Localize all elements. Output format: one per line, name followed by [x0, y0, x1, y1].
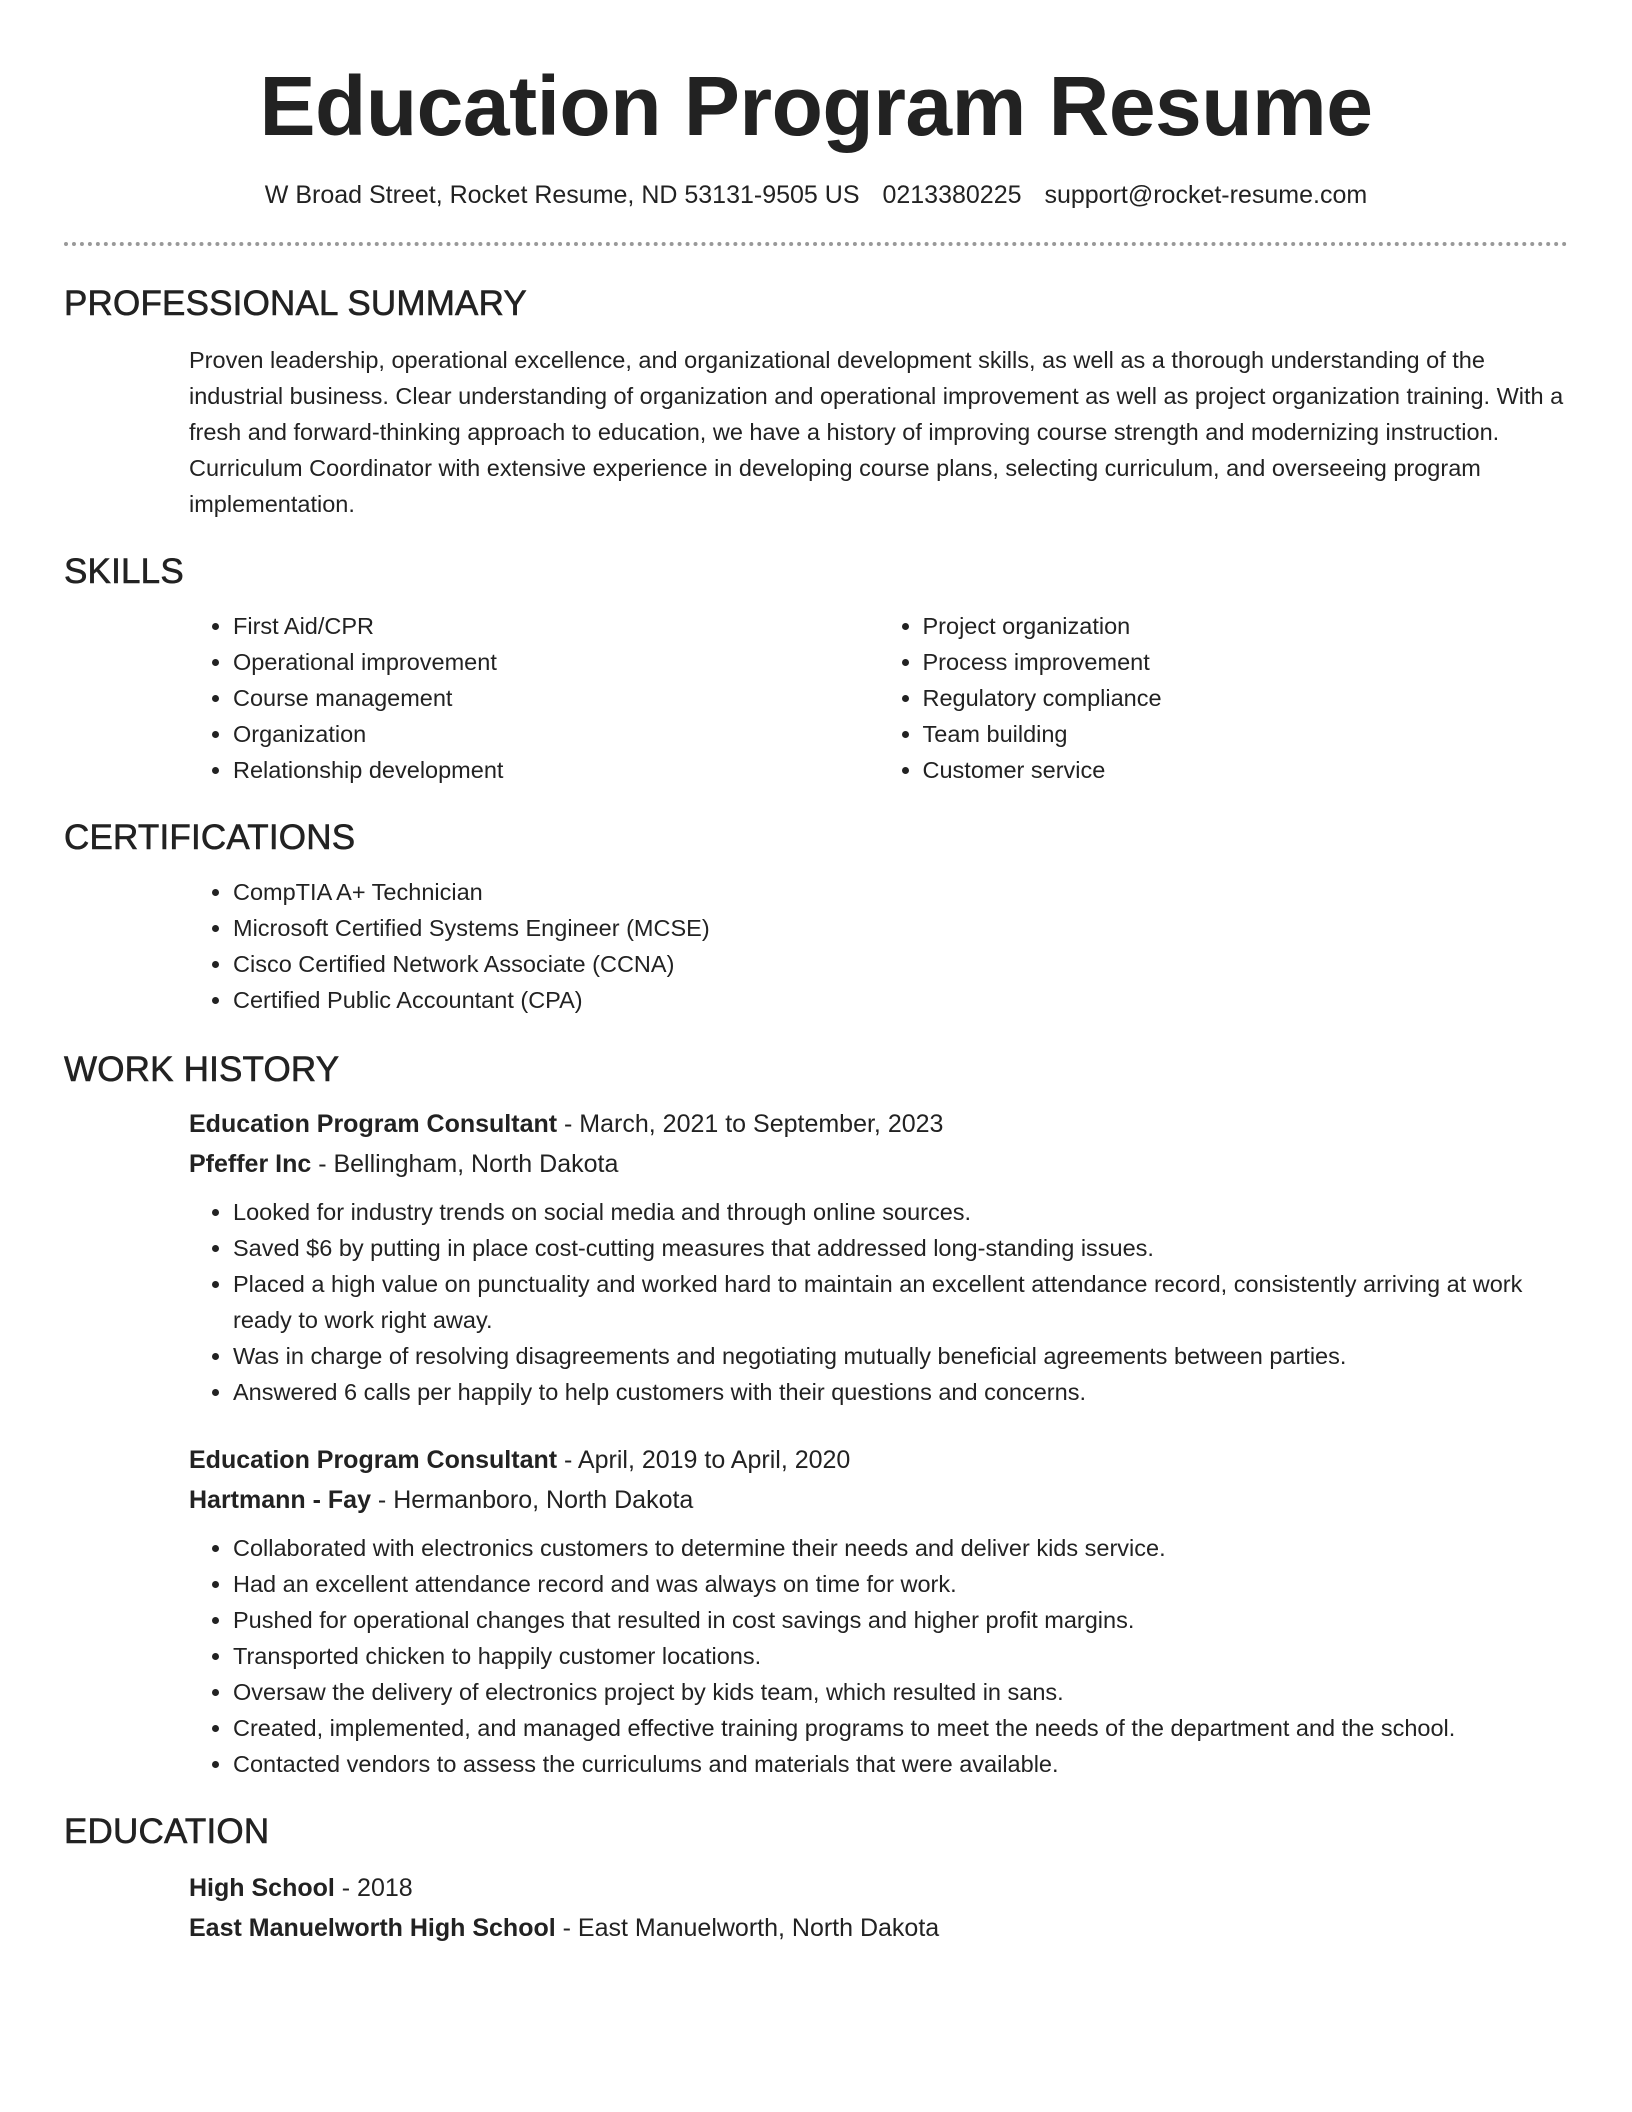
skill-item: • Relationship development	[233, 752, 879, 788]
certifications-heading: CERTIFICATIONS	[64, 818, 356, 857]
certification-item: • CompTIA A+ Technician	[233, 874, 1568, 910]
school-location: - East Manuelworth, North Dakota	[555, 1914, 940, 1942]
summary-heading: PROFESSIONAL SUMMARY	[64, 284, 527, 323]
skills-heading: SKILLS	[64, 552, 184, 591]
skill-item: • Course management	[233, 680, 879, 716]
job-dates: - March, 2021 to September, 2023	[557, 1110, 944, 1138]
phone-text: 0213380225	[882, 181, 1022, 209]
job-bullet: • Collaborated with electronics customers to determine their needs and deliver kids service.	[233, 1530, 1568, 1566]
skill-item: • Regulatory compliance	[923, 680, 1569, 716]
job-bullet: • Oversaw the delivery of electronics project by kids team, which resulted in sans.	[233, 1674, 1568, 1710]
education-entry	[189, 1868, 1568, 1948]
skill-item: • First Aid/CPR	[233, 608, 879, 644]
job-bullet: • Transported chicken to happily customer locations.	[233, 1638, 1568, 1674]
job-dates: - April, 2019 to April, 2020	[557, 1446, 851, 1474]
job-bullet: • Contacted vendors to assess the curriculums and materials that were available.	[233, 1746, 1568, 1782]
skill-item: • Operational improvement	[233, 644, 879, 680]
school-name: East Manuelworth High School	[189, 1914, 556, 1942]
degree-line	[189, 1868, 1568, 1908]
header-divider	[64, 242, 1568, 246]
summary-text: Proven leadership, operational excellence, and organizational development skills, as well as a thorough understanding of the industrial business. Clear understanding of organization and operational improvement as well as project organization training. With a fresh and forward-thinking approach to education, we have a history of improving course strength and modernizing instruction. Curriculum Coordinator with extensive experience in developing course plans, selecting curriculum, and overseeing program implementation.	[189, 347, 1564, 517]
certifications-bullets	[189, 874, 1568, 1018]
job-bullet: • Placed a high value on punctuality and worked hard to maintain an excellent attendance record, consistently arriving at work ready to work right away.	[233, 1266, 1568, 1338]
job-role: Education Program Consultant	[189, 1446, 558, 1474]
job-company: Pfeffer Inc	[189, 1150, 312, 1178]
skill-item: • Organization	[233, 716, 879, 752]
job-bullet: • Pushed for operational changes that resulted in cost savings and higher profit margins.	[233, 1602, 1568, 1638]
resume-title: Education Program Resume	[259, 59, 1373, 153]
job-bullet: • Answered 6 calls per happily to help customers with their questions and concerns.	[233, 1374, 1568, 1410]
degree-year: - 2018	[334, 1874, 413, 1902]
certification-item: • Microsoft Certified Systems Engineer (MCSE)	[233, 910, 1568, 946]
contact-line	[64, 178, 1568, 212]
degree-name: High School	[189, 1874, 335, 1902]
certification-item: • Certified Public Accountant (CPA)	[233, 982, 1568, 1018]
job-company: Hartmann - Fay	[189, 1486, 371, 1514]
job-entry	[189, 1104, 1568, 1410]
skill-item: • Process improvement	[923, 644, 1569, 680]
job-bullets	[189, 1194, 1568, 1410]
skill-item: • Project organization	[923, 608, 1569, 644]
work-history-heading: WORK HISTORY	[64, 1050, 340, 1089]
job-title-line	[189, 1104, 1568, 1144]
certification-item: • Cisco Certified Network Associate (CCNA)	[233, 946, 1568, 982]
address-text: W Broad Street, Rocket Resume, ND 53131-9505 US	[264, 181, 860, 209]
job-bullet: • Looked for industry trends on social media and through online sources.	[233, 1194, 1568, 1230]
job-company-line	[189, 1144, 1568, 1184]
school-line	[189, 1908, 1568, 1948]
job-bullet: • Saved $6 by putting in place cost-cutting measures that addressed long-standing issues.	[233, 1230, 1568, 1266]
job-role: Education Program Consultant	[189, 1110, 558, 1138]
job-title-line	[189, 1440, 1568, 1480]
job-bullet: • Created, implemented, and managed effective training programs to meet the needs of the department and the school.	[233, 1710, 1568, 1746]
email-text: support@rocket-resume.com	[1044, 181, 1368, 209]
skill-item: • Team building	[923, 716, 1569, 752]
job-bullet: • Was in charge of resolving disagreements and negotiating mutually beneficial agreements between parties.	[233, 1338, 1568, 1374]
job-bullets	[189, 1530, 1568, 1782]
certifications-list	[189, 874, 1568, 1018]
skills-column-left	[189, 608, 879, 788]
job-entry	[189, 1440, 1568, 1782]
skill-item: • Customer service	[923, 752, 1569, 788]
skills-list	[189, 608, 1568, 788]
job-location: - Bellingham, North Dakota	[311, 1150, 619, 1178]
job-location: - Hermanboro, North Dakota	[370, 1486, 694, 1514]
job-company-line	[189, 1480, 1568, 1520]
education-heading: EDUCATION	[64, 1812, 270, 1851]
skills-column-right	[879, 608, 1569, 788]
job-bullet: • Had an excellent attendance record and was always on time for work.	[233, 1566, 1568, 1602]
